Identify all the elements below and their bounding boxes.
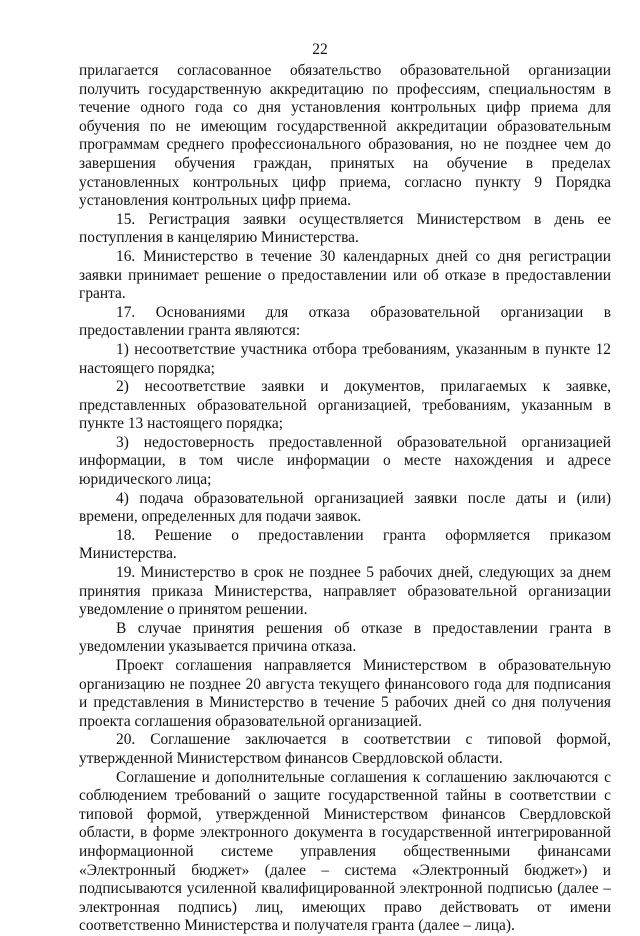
paragraph-continuation: прилагается согласованное обязательство образовательной организации получить государственную аккредитацию по профессиям, специальностям в течение одного года со дня установления контрольных цифр приема для обучения по не имеющим государственной аккредитации образовательным программам среднего профессионального образования, но не позднее чем до завершения обучения граждан, принятых на обучение в пределах установленных контрольных цифр приема, согласно пункту 9 Порядка установления контрольных цифр приема.: [79, 62, 611, 210]
paragraph-agreement-draft: Проект соглашения направляется Министерством в образовательную организацию не позднее 20 августа текущего финансового года для подписания и представления в Министерство в течение 5 рабочих дней со дня получения проекта соглашения образовательной организацией.: [79, 657, 611, 730]
page-number: 22: [312, 41, 328, 58]
paragraph-subitem-4: 4) подача образовательной организацией заявки после даты и (или) времени, определенных для подачи заявок.: [79, 489, 611, 526]
paragraph-subitem-2: 2) несоответствие заявки и документов, прилагаемых к заявке, представленных образовательной организацией, требованиям, указанным в пункте 13 настоящего порядка;: [79, 378, 611, 433]
paragraph-item-17: 17. Основаниями для отказа образовательной организации в предоставлении гранта являются:: [79, 303, 611, 340]
paragraph-item-18: 18. Решение о предоставлении гранта оформляется приказом Министерства.: [79, 526, 611, 563]
paragraph-refusal-notice: В случае принятия решения об отказе в предоставлении гранта в уведомлении указывается причина отказа.: [79, 619, 611, 656]
paragraph-agreement-signing: Соглашение и дополнительные соглашения к соглашению заключаются с соблюдением требований о защите государственной тайны в соответствии с типовой формой, утвержденной Министерством финансов Свердловской области, в форме электронного документа в государственной интегрированной информационной системе управления общественными финансами «Электронный бюджет» (далее – система «Электронный бюджет») и подписываются усиленной квалифицированной электронной подписью (далее – электронная подпись) лиц, имеющих право действовать от имени соответственно Министерства и получателя гранта (далее – лица).: [79, 768, 611, 935]
document-body: [79, 62, 611, 936]
paragraph-subitem-3: 3) недостоверность предоставленной образовательной организацией информации, в том числе информации о месте нахождения и адресе юридического лица;: [79, 433, 611, 489]
paragraph-item-16: 16. Министерство в течение 30 календарных дней со дня регистрации заявки принимает решение о предоставлении или об отказе в предоставлении гранта.: [79, 247, 611, 303]
paragraph-item-19: 19. Министерство в срок не позднее 5 рабочих дней, следующих за днем принятия приказа Министерства, направляет образовательной организации уведомление о принятом решении.: [79, 564, 611, 619]
paragraph-item-20: 20. Соглашение заключается в соответствии с типовой формой, утвержденной Министерством финансов Свердловской области.: [79, 731, 611, 767]
paragraph-subitem-1: 1) несоответствие участника отбора требованиям, указанным в пункте 12 настоящего порядка;: [79, 340, 611, 377]
paragraph-item-15: 15. Регистрация заявки осуществляется Министерством в день ее поступления в канцелярию Министерства.: [79, 210, 611, 247]
